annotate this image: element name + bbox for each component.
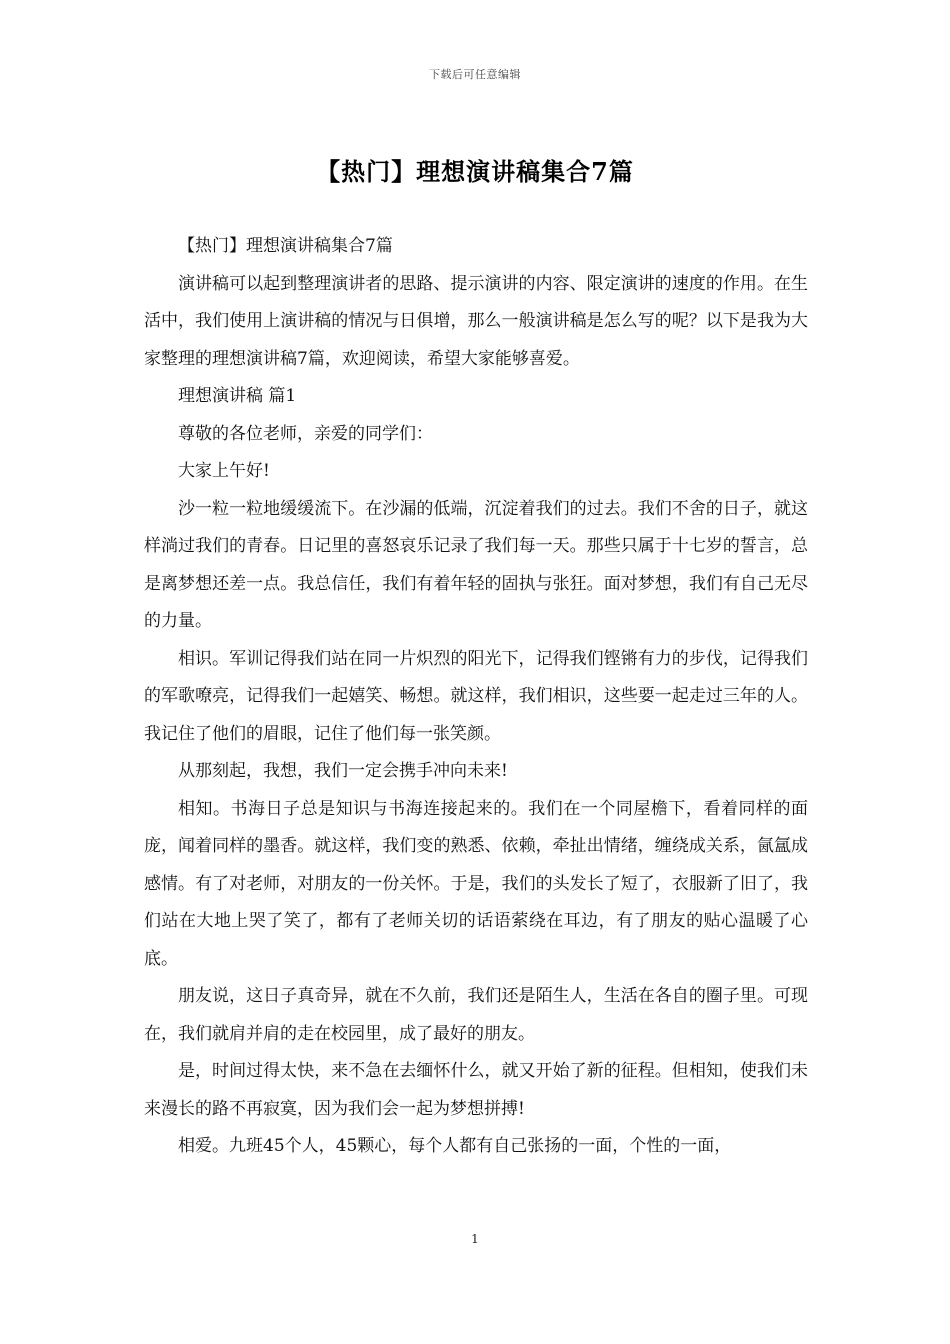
body-paragraph: 相知。书海日子总是知识与书海连接起来的。我们在一个同屋檐下，看着同样的面庞，闻着同样的墨香。就这样，我们变的熟悉、依赖，牵扯出情绪，缠绕成关系，氤氲成感情。有了对老师，对朋友的一份关怀。于是，我们的头发长了短了，衣服新了旧了，我们站在大地上哭了笑了，都有了老师关切的话语萦绕在耳边，有了朋友的贴心温暖了心底。 xyxy=(144,798,808,969)
body-paragraph: 【热门】理想演讲稿集合7篇 xyxy=(178,236,393,256)
document-body xyxy=(144,228,808,1166)
body-paragraph: 尊敬的各位老师，亲爱的同学们： xyxy=(178,423,433,444)
body-paragraph: 相爱。九班45个人，45颗心，每个人都有自己张扬的一面，个性的一面， xyxy=(178,1136,732,1156)
body-paragraph: 大家上午好! xyxy=(178,461,270,481)
body-paragraph: 相识。军训记得我们站在同一片炽烈的阳光下，记得我们铿锵有力的步伐，记得我们的军歌嘹亮，记得我们一起嬉笑、畅想。就这样，我们相识，这些要一起走过三年的人。我记住了他们的眉眼，记住了他们每一张笑颜。 xyxy=(144,648,808,744)
body-paragraph: 从那刻起，我想，我们一定会携手冲向未来! xyxy=(178,761,508,781)
page-number: 1 xyxy=(471,1232,479,1246)
document-title: 【热门】理想演讲稿集合7篇 xyxy=(316,157,634,186)
body-paragraph: 朋友说，这日子真奇异，就在不久前，我们还是陌生人，生活在各自的圈子里。可现在，我们就肩并肩的走在校园里，成了最好的朋友。 xyxy=(144,986,808,1044)
header-note: 下载后可任意编辑 xyxy=(429,68,521,81)
body-paragraph: 演讲稿可以起到整理演讲者的思路、提示演讲的内容、限定演讲的速度的作用。在生活中，我们使用上演讲稿的情况与日俱增，那么一般演讲稿是怎么写的呢？以下是我为大家整理的理想演讲稿7篇，欢迎阅读，希望大家能够喜爱。 xyxy=(144,273,808,369)
body-paragraph: 沙一粒一粒地缓缓流下。在沙漏的低端，沉淀着我们的过去。我们不舍的日子，就这样淌过我们的青春。日记里的喜怒哀乐记录了我们每一天。那些只属于十七岁的誓言，总是离梦想还差一点。我总信任，我们有着年轻的固执与张狂。面对梦想，我们有自己无尽的力量。 xyxy=(144,498,808,631)
section-heading: 理想演讲稿 篇1 xyxy=(178,386,297,406)
body-paragraph: 是，时间过得太快，来不急在去缅怀什么，就又开始了新的征程。但相知，使我们未来漫长的路不再寂寞，因为我们会一起为梦想拼搏! xyxy=(144,1061,808,1119)
